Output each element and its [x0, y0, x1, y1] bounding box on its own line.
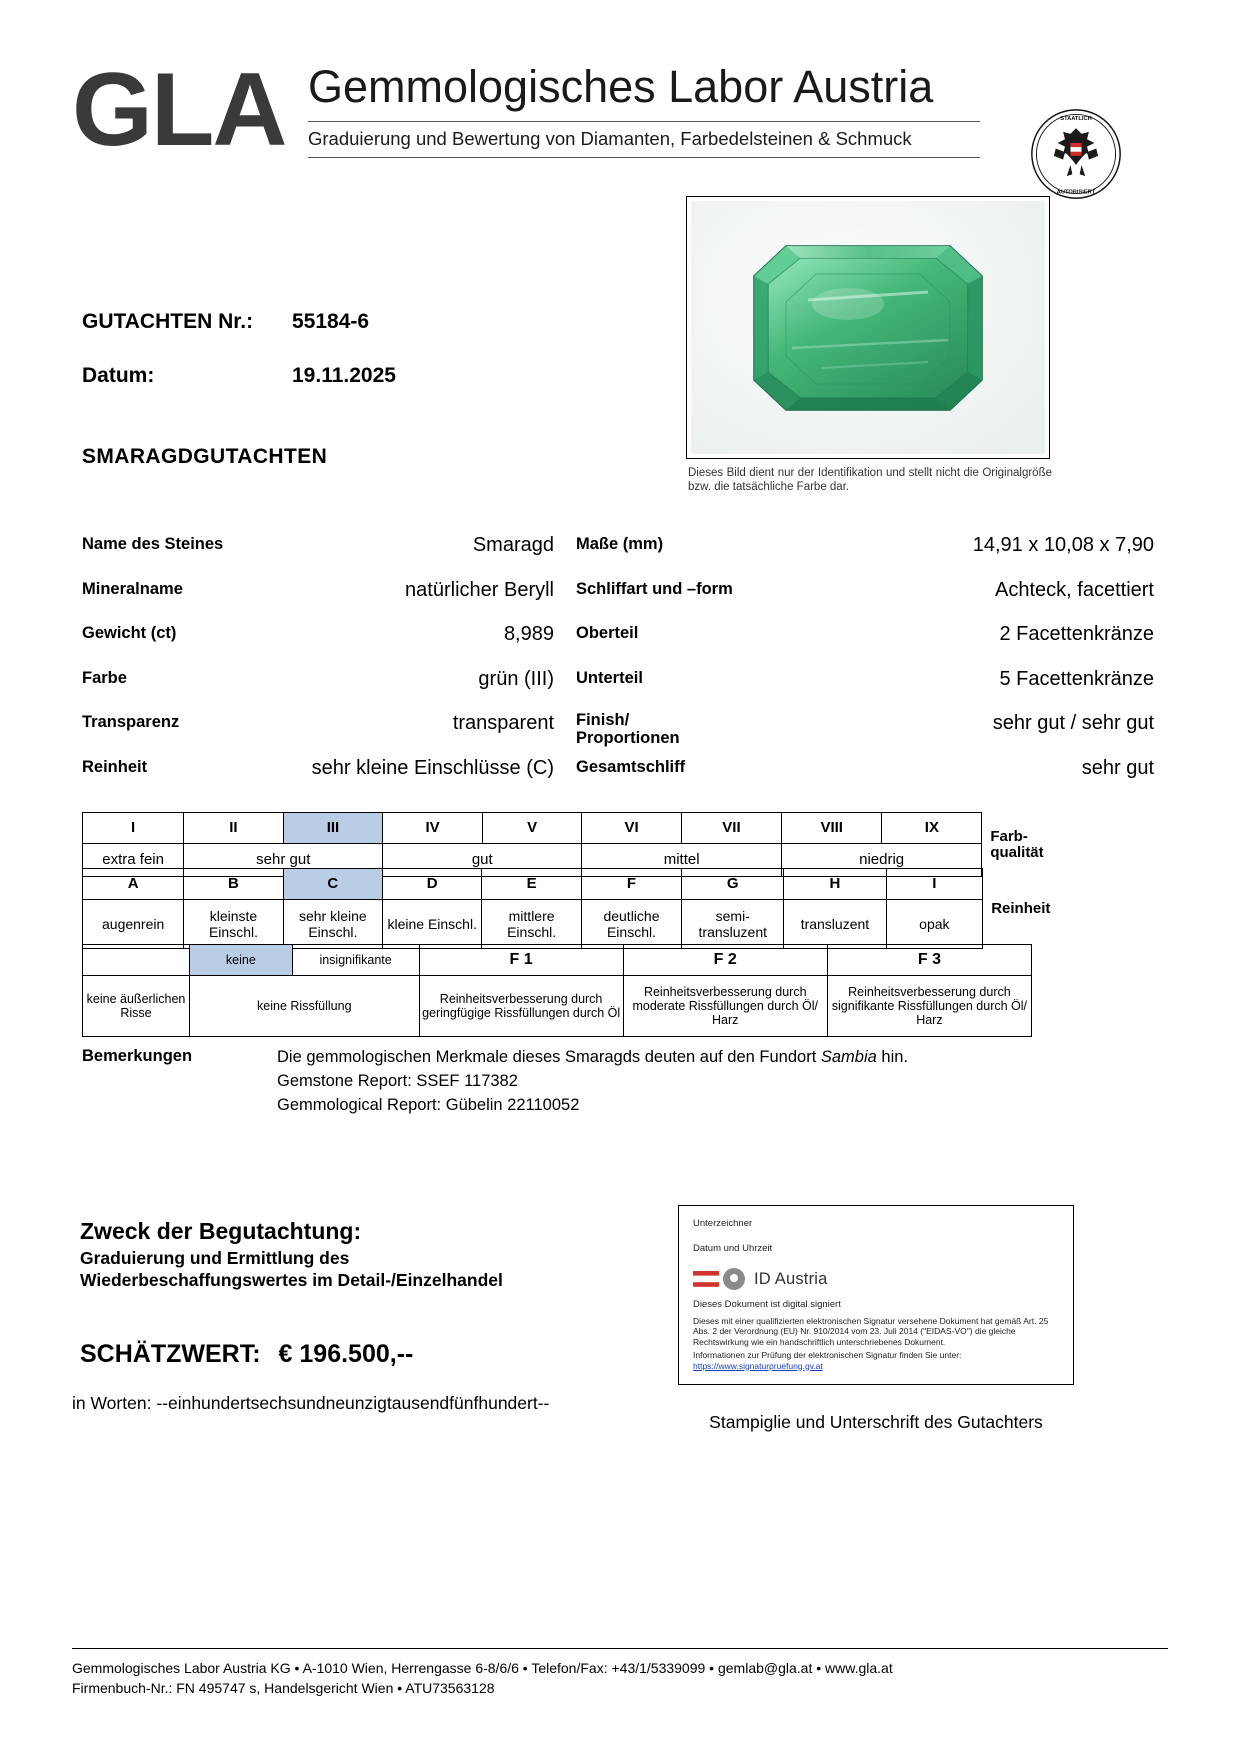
svg-text:STAATLICH: STAATLICH [1060, 115, 1092, 122]
color-grade-IX: IX [882, 813, 982, 844]
fill-header-insignifikante: insignifikante [292, 945, 419, 976]
digitally-signed-note: Dieses Dokument ist digital signiert [693, 1299, 841, 1310]
color-grade-V: V [482, 813, 581, 844]
prop-value-clarity: sehr kleine Einschlüsse (C) [311, 756, 554, 779]
clarity-desc-sehr-kleine: sehr kleine Einschl. [283, 900, 382, 949]
color-grade-III: III [283, 813, 383, 844]
fill-header-f1: F 1 [419, 945, 623, 976]
color-grade-row [83, 813, 1073, 844]
clarity-grade-B: B [184, 869, 283, 900]
fill-header-f2: F 2 [623, 945, 827, 976]
report-number-label: GUTACHTEN Nr.: [82, 310, 254, 333]
prop-value-measurements: 14,91 x 10,08 x 7,90 [972, 534, 1154, 556]
id-badge-icon [723, 1268, 745, 1290]
digital-signature-box [678, 1205, 1074, 1385]
valuation-amount: € 196.500,-- [278, 1340, 414, 1368]
property-row [82, 578, 1154, 623]
report-number-row [82, 310, 562, 334]
austria-flag-icon [693, 1270, 719, 1288]
prop-value-crown: 2 Facettenkränze [999, 623, 1154, 645]
prop-label-color: Farbe [82, 668, 127, 687]
fill-header-blank [83, 945, 190, 976]
valuation-label: SCHÄTZWERT: [80, 1340, 261, 1368]
gemstone-photo [691, 201, 1045, 454]
report-date-value: 19.11.2025 [292, 364, 396, 387]
remarks-line-ssef: Gemstone Report: SSEF 117382 [277, 1072, 518, 1090]
fill-body-keine-rissfuellung: keine Rissfüllung [190, 976, 420, 1037]
purpose-line-2: Wiederbeschaffungswertes im Detail-/Einzelhandel [80, 1270, 503, 1290]
clarity-side-label: Reinheit [991, 899, 1051, 917]
clarity-table [82, 868, 1072, 949]
fracture-filling-table [82, 944, 1032, 1037]
remarks-origin-country: Sambia [820, 1048, 877, 1066]
property-row [82, 756, 1154, 801]
gemstone-photo-frame [686, 196, 1050, 459]
id-austria-row [693, 1268, 1059, 1290]
property-row [82, 711, 1154, 756]
color-grade-II: II [184, 813, 283, 844]
prop-value-cut: Achteck, facettiert [995, 578, 1154, 601]
clarity-grade-row [83, 869, 1073, 900]
legal-note: Dieses mit einer qualifizierten elektronischen Signatur versehene Dokument hat gemäß Art. 25 Abs. 2 der Verordnung (EU) Nr. 910/2014 vom 23. Juli 2014 ("EIDAS-VO") die gleiche Rechtswirkung wie ein handschriftlich unterschriebenes Dokument. [693, 1315, 1049, 1347]
properties-section [82, 533, 1154, 800]
remarks-line-gubelin: Gemmological Report: Gübelin 22110052 [277, 1096, 580, 1114]
header-text-block [308, 60, 988, 158]
prop-value-mineral: natürlicher Beryll [405, 578, 554, 601]
prop-label-transparency: Transparenz [82, 713, 180, 731]
in-words-value: --einhundertsechsundneunzigtausendfünfhundert-- [156, 1393, 550, 1413]
fill-body-row [83, 976, 1032, 1037]
property-row [82, 622, 1154, 667]
fill-body-f2: Reinheitsverbesserung durch moderate Rissfüllungen durch Öl/ Harz [623, 976, 827, 1037]
property-row [82, 667, 1154, 712]
clarity-desc-mittlere: mittlere Einschl. [482, 900, 581, 949]
fill-header-f3: F 3 [827, 945, 1031, 976]
color-side-label-line1: Farb- [990, 827, 1028, 845]
clarity-grade-C: C [283, 869, 382, 900]
color-grade-VI: VI [582, 813, 682, 844]
in-words-label: in Worten: [72, 1393, 152, 1413]
document-header [72, 52, 1168, 196]
prop-label-pavilion: Unterteil [576, 668, 643, 687]
clarity-desc-semi-transluzent: semi- transluzent [682, 900, 784, 949]
fill-body-f1: Reinheitsverbesserung durch geringfügige Rissfüllungen durch Öl [419, 976, 623, 1037]
remarks-line-origin [277, 1045, 1017, 1069]
color-grade-VIII: VIII [781, 813, 882, 844]
header-divider-top [308, 121, 980, 122]
clarity-desc-opak: opak [886, 900, 983, 949]
prop-label-weight: Gewicht (ct) [82, 624, 177, 642]
property-row [82, 533, 1154, 578]
clarity-description-row [83, 900, 1073, 949]
clarity-grade-D: D [383, 869, 482, 900]
clarity-grade-I: I [886, 869, 983, 900]
prop-value-overall-cut: sehr gut [1081, 756, 1154, 779]
color-grade-IV: IV [383, 813, 483, 844]
fill-body-keine-risse: keine äußerlichen Risse [83, 976, 190, 1037]
clarity-desc-kleinste: kleinste Einschl. [184, 900, 283, 949]
clarity-desc-transluzent: transluzent [784, 900, 886, 949]
verification-info-text: Informationen zur Prüfung der elektronischen Signatur finden Sie unter: [693, 1350, 962, 1360]
clarity-grade-H: H [784, 869, 886, 900]
gla-logo: GLA [72, 52, 286, 168]
prop-value-weight: 8,989 [503, 623, 554, 645]
remarks-label: Bemerkungen [82, 1047, 193, 1065]
color-desc-mittel: mittel [582, 844, 782, 877]
color-grade-VII: VII [681, 813, 781, 844]
clarity-desc-augenrein: augenrein [83, 900, 184, 949]
color-desc-extra-fein: extra fein [83, 844, 184, 877]
valuation-row [80, 1340, 413, 1369]
prop-label-finish-line1: Finish/ [576, 711, 630, 729]
prop-value-transparency: transparent [452, 712, 554, 734]
prop-label-overall-cut: Gesamtschliff [576, 757, 686, 776]
prop-label-clarity: Reinheit [82, 757, 148, 776]
report-date-row [82, 364, 562, 388]
prop-value-name: Smaragd [472, 534, 554, 556]
clarity-desc-deutliche: deutliche Einschl. [581, 900, 681, 949]
report-identification [82, 310, 562, 418]
prop-label-finish [554, 711, 826, 747]
remarks-origin-prefix: Die gemmologischen Merkmale dieses Smaragds deuten auf den Fundort [277, 1048, 821, 1066]
prop-value-pavilion: 5 Facettenkränze [999, 667, 1154, 690]
prop-value-color: grün (III) [478, 667, 554, 690]
prop-label-name: Name des Steines [82, 535, 224, 553]
verification-info-note [693, 1350, 1059, 1371]
austrian-eagle-crest-icon [1030, 108, 1122, 200]
clarity-desc-kleine: kleine Einschl. [383, 900, 482, 949]
footer-line-registry: Firmenbuch-Nr.: FN 495747 s, Handelsgericht Wien • ATU73563128 [72, 1680, 495, 1696]
prop-label-finish-line2: Proportionen [576, 729, 680, 747]
fill-body-f3: Reinheitsverbesserung durch signifikante Rissfüllungen durch Öl/ Harz [827, 976, 1031, 1037]
fill-header-keine: keine [190, 945, 293, 976]
stamp-caption: Stampiglie und Unterschrift des Gutachters [709, 1412, 1043, 1432]
remarks-body [277, 1045, 1017, 1117]
color-desc-niedrig: niedrig [781, 844, 981, 877]
color-grade-I: I [83, 813, 184, 844]
purpose-line-1: Graduierung und Ermittlung des [80, 1248, 350, 1268]
valuation-in-words [72, 1393, 549, 1414]
photo-caption: Dieses Bild dient nur der Identifikation und stellt nicht die Originalgröße bzw. die tatsächliche Farbe dar. [688, 467, 1052, 493]
company-name: Gemmologisches Labor Austria [308, 61, 934, 112]
color-quality-side-label [982, 813, 1072, 877]
signer-label: Unterzeichner [693, 1218, 753, 1229]
id-austria-label: ID Austria [754, 1269, 828, 1288]
prop-label-crown: Oberteil [576, 624, 639, 642]
color-desc-gut: gut [383, 844, 582, 877]
clarity-grade-E: E [482, 869, 581, 900]
company-tagline: Graduierung und Bewertung von Diamanten, Farbedelsteinen & Schmuck [308, 128, 912, 149]
report-date-label: Datum: [82, 364, 155, 387]
remarks-origin-suffix: hin. [876, 1048, 909, 1066]
report-number-value: 55184-6 [292, 310, 370, 333]
clarity-grade-F: F [581, 869, 681, 900]
prop-value-finish: sehr gut / sehr gut [992, 712, 1154, 734]
svg-text:AUTORISIERT: AUTORISIERT [1056, 189, 1096, 196]
document-footer [72, 1658, 1168, 1698]
purpose-section [80, 1218, 640, 1291]
header-divider-bottom [308, 157, 980, 158]
clarity-grade-G: G [682, 869, 784, 900]
signature-verification-link[interactable]: https://www.signaturpruefung.gv.at [693, 1360, 823, 1371]
purpose-title: Zweck der Begutachtung: [80, 1218, 362, 1244]
clarity-grade-A: A [83, 869, 184, 900]
color-desc-sehr-gut: sehr gut [184, 844, 383, 877]
color-side-label-line2: qualität [990, 843, 1044, 861]
prop-label-cut: Schliffart und –form [576, 579, 733, 598]
datetime-label: Datum und Uhrzeit [693, 1243, 773, 1254]
prop-label-measurements: Maße (mm) [576, 535, 664, 553]
emerald-cut-gem-image [752, 244, 984, 412]
document-title: SMARAGDGUTACHTEN [82, 445, 328, 468]
prop-label-mineral: Mineralname [82, 579, 183, 598]
footer-line-contact: Gemmologisches Labor Austria KG • A-1010 Wien, Herrengasse 6-8/6/6 • Telefon/Fax: +43/1/5339099 • gemlab@gla.at • www.gla.at [72, 1660, 893, 1676]
footer-divider [72, 1648, 1168, 1649]
fill-header-row [83, 945, 1032, 976]
